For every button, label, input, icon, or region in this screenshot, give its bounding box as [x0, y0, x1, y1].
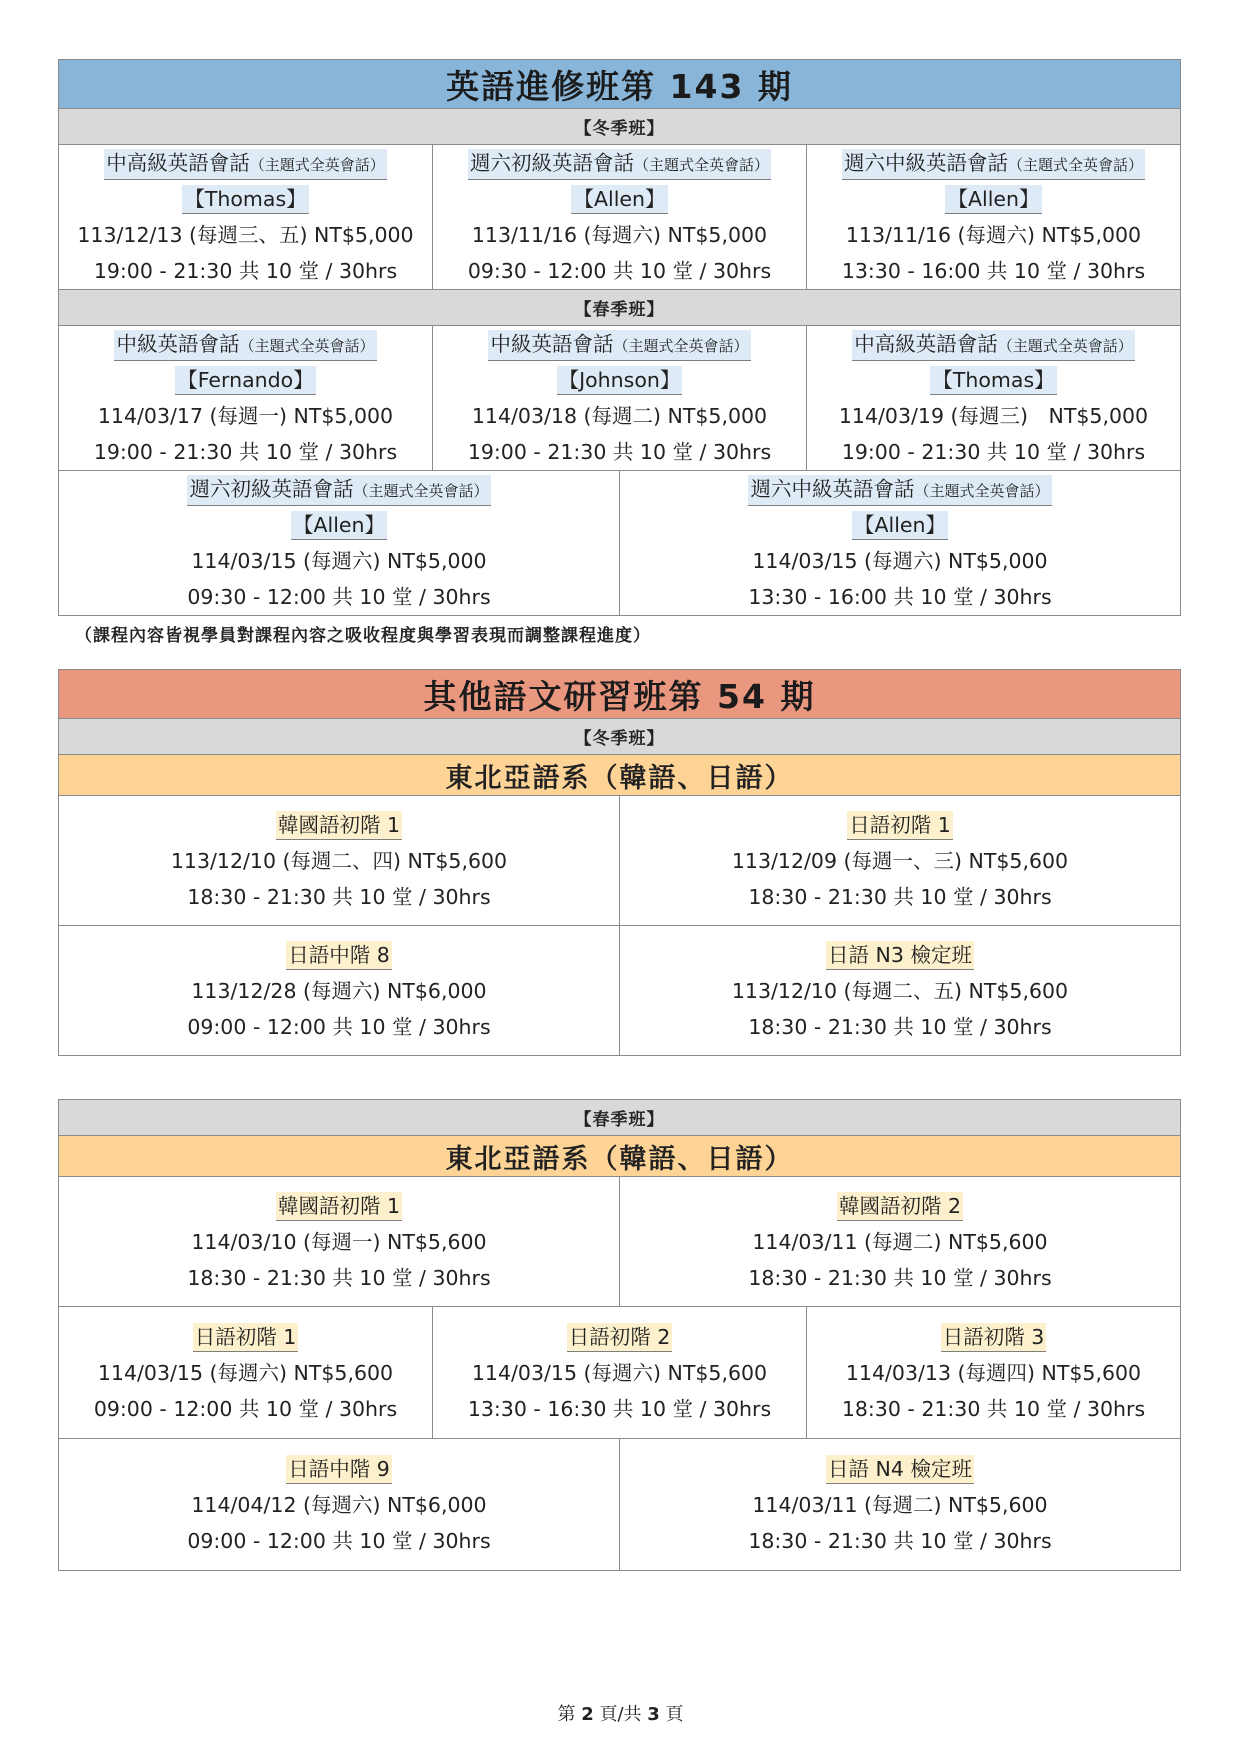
course-name: 日語中階 8 — [286, 941, 392, 970]
english-program-title: 英語進修班第 143 期 — [59, 60, 1181, 109]
course-cell — [807, 326, 1181, 471]
course-name: 週六中級英語會話（主題式全英會話） — [842, 149, 1145, 180]
course-time: 18:30 - 21:30 共 10 堂 / 30hrs — [841, 1396, 1146, 1421]
course-time: 09:30 - 12:00 共 10 堂 / 30hrs — [467, 259, 772, 283]
footer-total-pages: 3 — [647, 1704, 660, 1725]
course-name: 中高級英語會話（主題式全英會話） — [852, 330, 1135, 361]
course-time: 09:00 - 12:00 共 10 堂 / 30hrs — [187, 1014, 491, 1039]
course-teacher: 【Allen】 — [571, 185, 667, 214]
course-cell — [433, 1307, 807, 1439]
course-date: 113/12/28 (每週六) NT$6,000 — [191, 978, 487, 1003]
course-teacher: 【Fernando】 — [175, 366, 315, 395]
course-name: 日語中階 9 — [286, 1455, 392, 1484]
course-cell — [620, 1439, 1181, 1571]
course-cell — [59, 1439, 620, 1571]
footer-page-number: 2 — [581, 1704, 594, 1725]
course-time: 18:30 - 21:30 共 10 堂 / 30hrs — [748, 1528, 1052, 1553]
course-time: 19:00 - 21:30 共 10 堂 / 30hrs — [93, 440, 398, 464]
course-cell — [807, 145, 1181, 290]
course-time: 18:30 - 21:30 共 10 堂 / 30hrs — [748, 884, 1052, 909]
course-date: 114/03/18 (每週二) NT$5,000 — [471, 404, 768, 428]
course-name: 韓國語初階 1 — [276, 1192, 402, 1221]
course-date: 113/12/10 (每週二、四) NT$5,600 — [170, 848, 508, 873]
course-time: 18:30 - 21:30 共 10 堂 / 30hrs — [748, 1265, 1052, 1290]
course-date: 114/03/15 (每週六) NT$5,000 — [191, 549, 487, 573]
course-date: 114/03/15 (每週六) NT$5,600 — [97, 1360, 394, 1385]
course-date: 113/12/13 (每週三、五) NT$5,000 — [77, 223, 414, 247]
course-name: 韓國語初階 1 — [276, 811, 402, 840]
course-date: 114/04/12 (每週六) NT$6,000 — [191, 1492, 487, 1517]
course-name: 中級英語會話（主題式全英會話） — [114, 330, 376, 361]
course-name: 週六中級英語會話（主題式全英會話） — [748, 475, 1051, 506]
course-teacher: 【Johnson】 — [557, 366, 683, 395]
course-date: 114/03/17 (每週一) NT$5,000 — [97, 404, 394, 428]
course-time: 19:00 - 21:30 共 10 堂 / 30hrs — [841, 440, 1146, 464]
course-name: 日語 N3 檢定班 — [826, 941, 974, 970]
course-time: 13:30 - 16:30 共 10 堂 / 30hrs — [467, 1396, 772, 1421]
course-cell — [59, 796, 620, 926]
course-time: 18:30 - 21:30 共 10 堂 / 30hrs — [748, 1014, 1052, 1039]
course-name: 週六初級英語會話（主題式全英會話） — [187, 475, 490, 506]
course-cell — [620, 471, 1181, 616]
region-heading: 東北亞語系（韓語、日語） — [59, 755, 1181, 796]
course-time: 13:30 - 16:00 共 10 堂 / 30hrs — [748, 585, 1052, 609]
course-teacher: 【Allen】 — [291, 511, 387, 540]
course-teacher: 【Allen】 — [945, 185, 1041, 214]
course-time: 19:00 - 21:30 共 10 堂 / 30hrs — [467, 440, 772, 464]
course-cell — [620, 926, 1181, 1056]
course-cell — [807, 1307, 1181, 1439]
course-name: 日語初階 1 — [847, 811, 953, 840]
course-name: 中級英語會話（主題式全英會話） — [488, 330, 750, 361]
footer-mid: 頁/共 — [593, 1704, 648, 1725]
course-date: 113/11/16 (每週六) NT$5,000 — [845, 223, 1142, 247]
course-name: 日語初階 3 — [941, 1323, 1047, 1352]
course-cell — [59, 326, 433, 471]
course-teacher: 【Allen】 — [852, 511, 948, 540]
course-cell — [433, 326, 807, 471]
course-cell — [59, 1177, 620, 1307]
other-language-winter-table — [58, 669, 1181, 1056]
course-cell — [59, 471, 620, 616]
course-date: 114/03/13 (每週四) NT$5,600 — [845, 1360, 1142, 1385]
course-progress-note: （課程內容皆視學員對課程內容之吸收程度與學習表現而調整課程進度） — [75, 626, 651, 646]
other-spring-label: 【春季班】 — [59, 1100, 1181, 1136]
course-name: 日語初階 1 — [193, 1323, 299, 1352]
course-time: 09:00 - 12:00 共 10 堂 / 30hrs — [93, 1396, 398, 1421]
english-spring-label: 【春季班】 — [59, 290, 1181, 326]
course-date: 114/03/10 (每週一) NT$5,600 — [191, 1229, 487, 1254]
course-teacher: 【Thomas】 — [182, 185, 308, 214]
english-program-table — [58, 59, 1181, 616]
course-teacher: 【Thomas】 — [930, 366, 1056, 395]
course-date: 114/03/11 (每週二) NT$5,600 — [752, 1229, 1048, 1254]
course-date: 114/03/15 (每週六) NT$5,600 — [471, 1360, 768, 1385]
other-program-title: 其他語文研習班第 54 期 — [59, 670, 1181, 719]
course-date: 114/03/19 (每週三) NT$5,000 — [838, 404, 1149, 428]
course-date: 114/03/11 (每週二) NT$5,600 — [752, 1492, 1048, 1517]
footer-suffix: 頁 — [659, 1704, 684, 1725]
course-cell — [620, 796, 1181, 926]
course-name: 日語初階 2 — [567, 1323, 673, 1352]
course-name: 中高級英語會話（主題式全英會話） — [104, 149, 387, 180]
course-time: 19:00 - 21:30 共 10 堂 / 30hrs — [93, 259, 398, 283]
course-time: 18:30 - 21:30 共 10 堂 / 30hrs — [187, 884, 491, 909]
course-cell — [59, 926, 620, 1056]
course-name: 韓國語初階 2 — [837, 1192, 963, 1221]
course-date: 114/03/15 (每週六) NT$5,000 — [752, 549, 1048, 573]
course-time: 09:30 - 12:00 共 10 堂 / 30hrs — [187, 585, 491, 609]
english-winter-label: 【冬季班】 — [59, 109, 1181, 145]
course-cell — [620, 1177, 1181, 1307]
course-cell — [433, 145, 807, 290]
course-date: 113/12/10 (每週二、五) NT$5,600 — [731, 978, 1069, 1003]
course-time: 13:30 - 16:00 共 10 堂 / 30hrs — [841, 259, 1146, 283]
course-name: 日語 N4 檢定班 — [826, 1455, 974, 1484]
footer-prefix: 第 — [557, 1704, 582, 1725]
region-heading: 東北亞語系（韓語、日語） — [59, 1136, 1181, 1177]
course-name: 週六初級英語會話（主題式全英會話） — [468, 149, 771, 180]
course-cell — [59, 145, 433, 290]
course-date: 113/11/16 (每週六) NT$5,000 — [471, 223, 768, 247]
page-footer — [0, 1700, 1241, 1726]
course-cell — [59, 1307, 433, 1439]
course-date: 113/12/09 (每週一、三) NT$5,600 — [731, 848, 1069, 873]
other-language-spring-table — [58, 1099, 1181, 1571]
other-winter-label: 【冬季班】 — [59, 719, 1181, 755]
course-time: 18:30 - 21:30 共 10 堂 / 30hrs — [187, 1265, 491, 1290]
course-time: 09:00 - 12:00 共 10 堂 / 30hrs — [187, 1528, 491, 1553]
